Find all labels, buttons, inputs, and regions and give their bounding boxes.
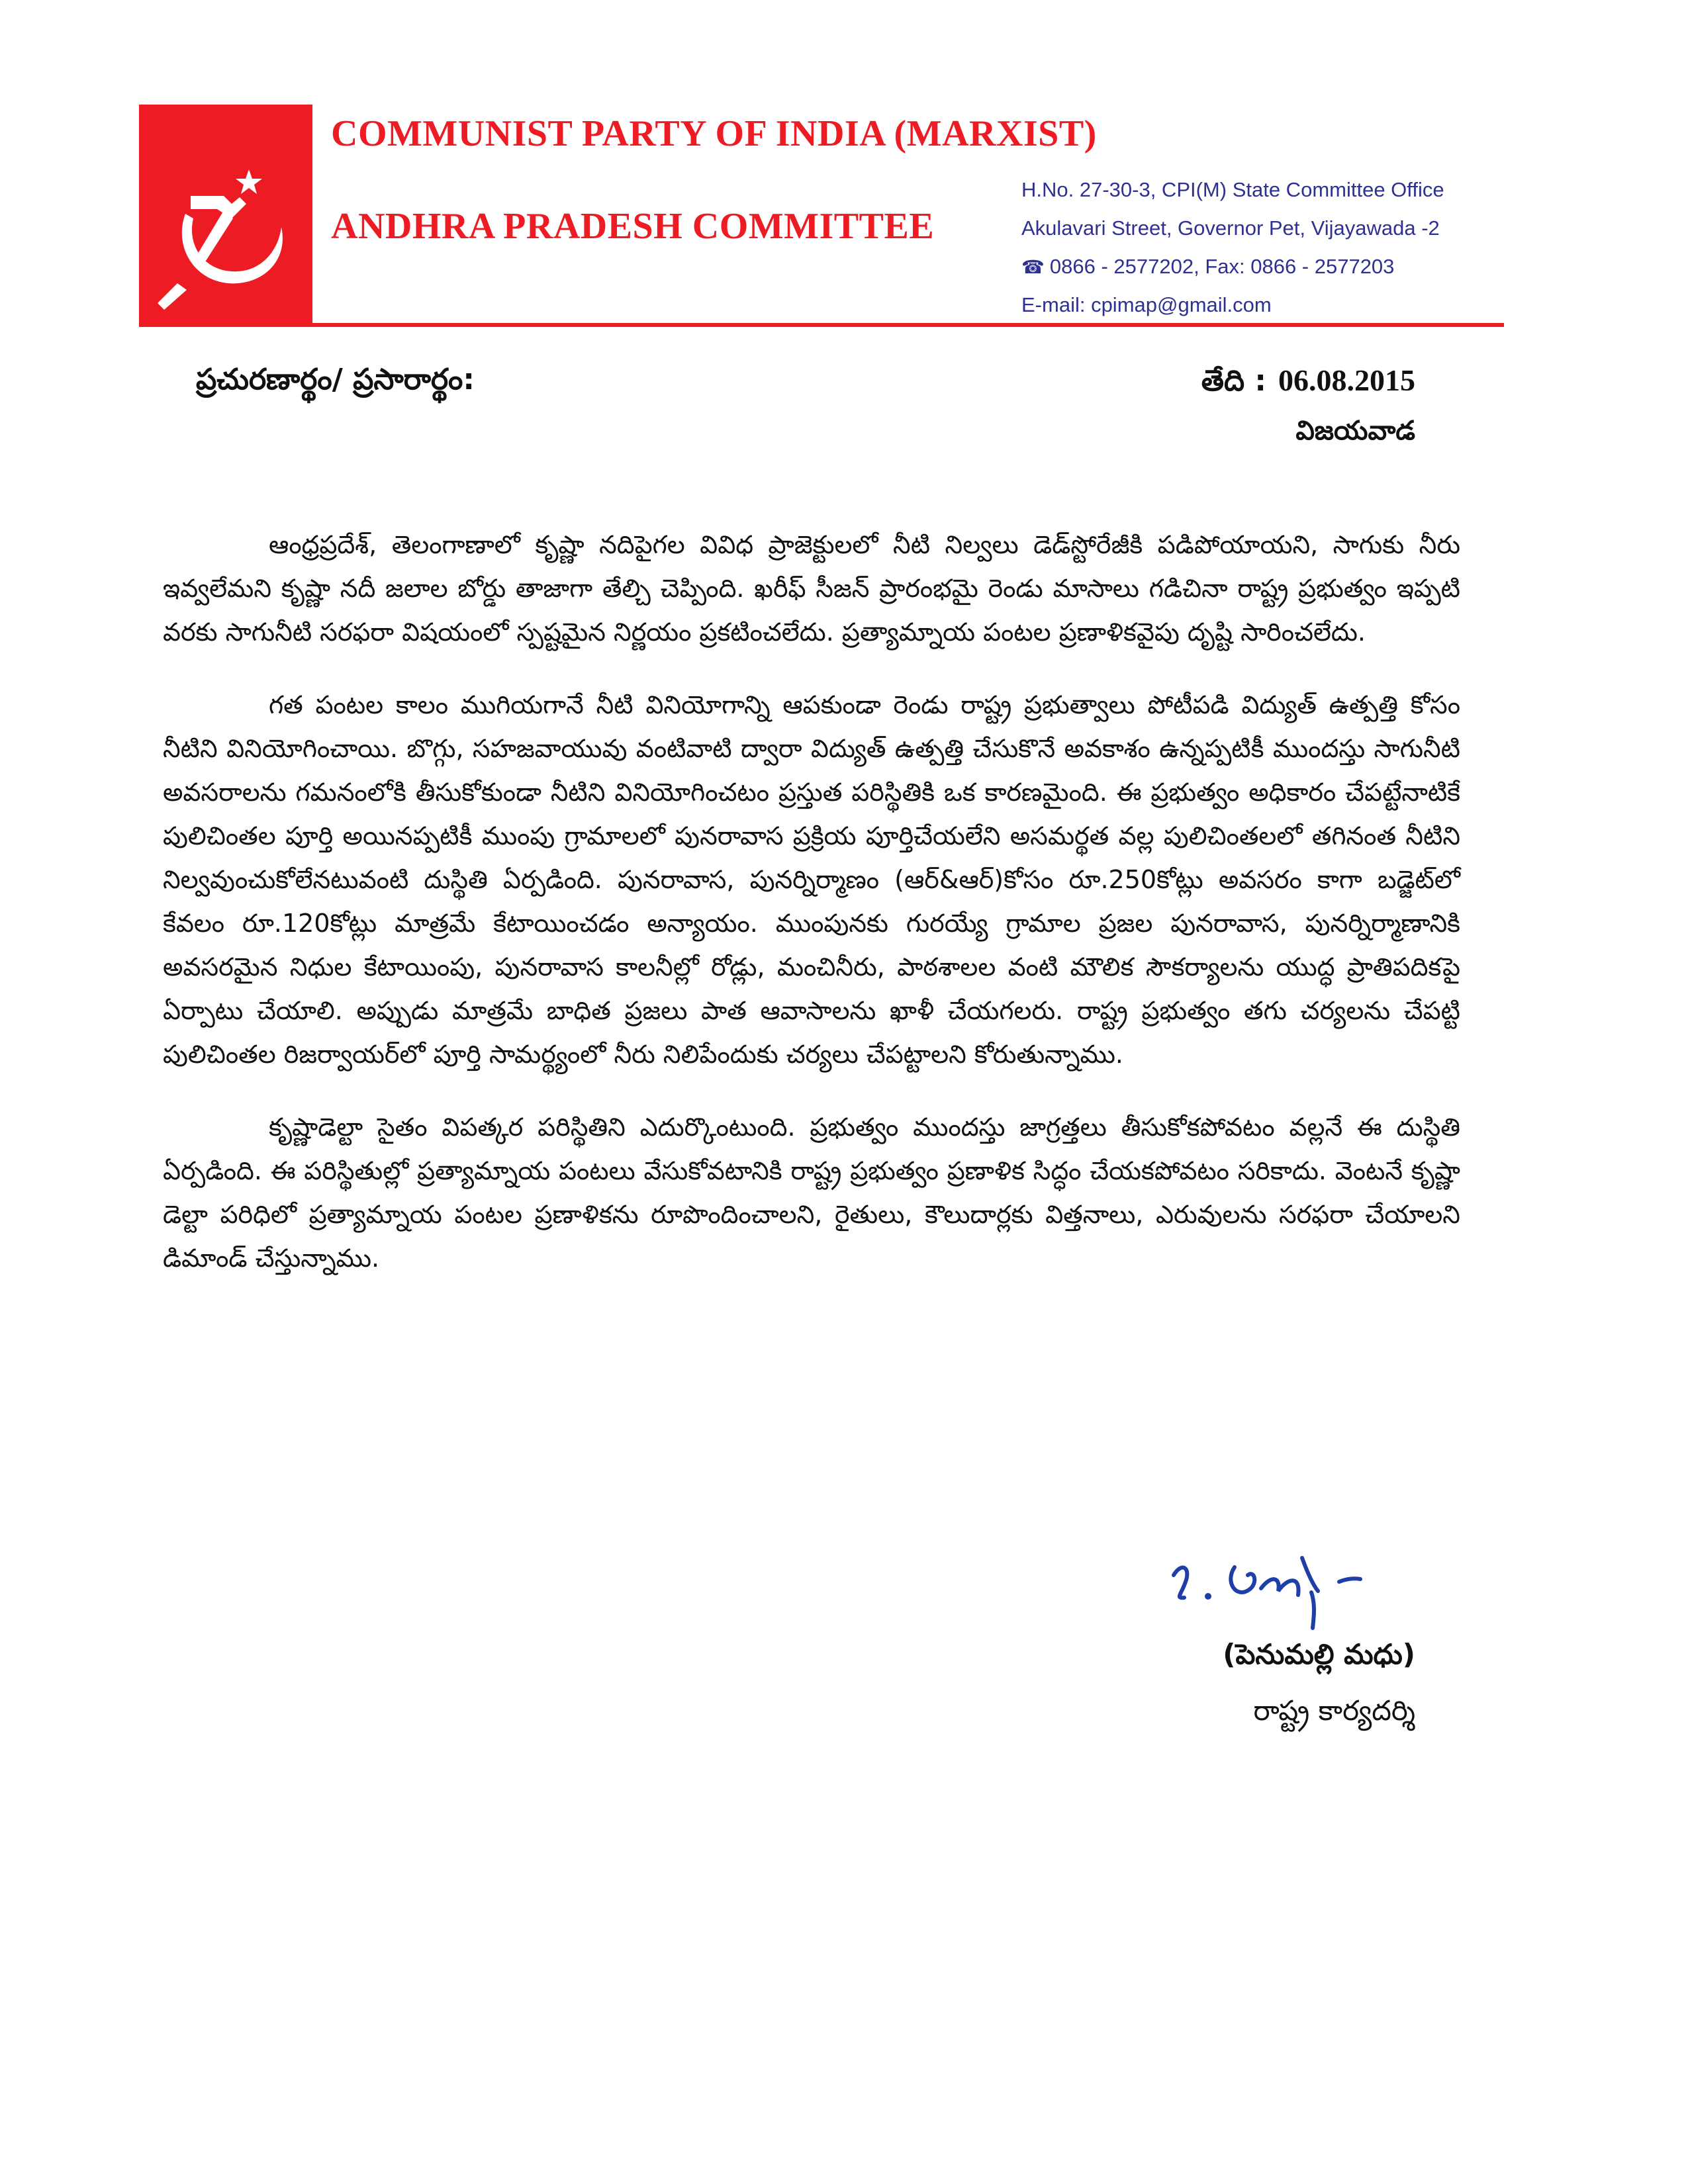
party-logo	[139, 105, 312, 326]
org-name: COMMUNIST PARTY OF INDIA (MARXIST)	[331, 113, 1097, 154]
address-line-2: Akulavari Street, Governor Pet, Vijayawada -2	[1021, 216, 1440, 240]
hammer-sickle-star-icon	[139, 105, 312, 326]
hammer-head-shape	[191, 196, 246, 218]
date-line	[1201, 363, 1415, 405]
contact-block	[1021, 171, 1444, 324]
phone-line	[1021, 248, 1444, 286]
signatory-name: (పెనుమల్లి మధు)	[1223, 1638, 1415, 1670]
date-value: 06.08.2015	[1278, 363, 1415, 397]
letter-body	[163, 523, 1460, 1309]
address-line-1: H.No. 27-30-3, CPI(M) State Committee Office	[1021, 178, 1444, 201]
paragraph-1: ఆంధ్రప్రదేశ్, తెలంగాణాలో కృష్ణా నదిపైగల వివిధ ప్రాజెక్టులలో నీటి నిల్వలు డెడ్‌స్టోరేజీకి పడిపోయాయని, సాగుకు నీరు ఇవ్వలేమని కృష్ణా నదీ జలాల బోర్డు తాజాగా తేల్చి చెప్పింది. ఖరీఫ్ సీజన్ ప్రారంభమై రెండు మాసాలు గడిచినా రాష్ట్ర ప్రభుత్వం ఇప్పటి వరకు సాగునీటి సరఫరా విషయంలో స్పష్టమైన నిర్ణయం ప్రకటించలేదు. ప్రత్యామ్నాయ పంటల ప్రణాళికవైపు దృష్టి సారించలేదు.	[163, 530, 1460, 647]
telephone-icon: ☎	[1021, 257, 1045, 277]
star-shape	[236, 169, 262, 194]
committee-name: ANDHRA PRADESH COMMITTEE	[331, 206, 935, 247]
email-line: E-mail: cpimap@gmail.com	[1021, 293, 1272, 316]
date-label: తేది :	[1201, 364, 1266, 398]
paragraph-3: కృష్ణాడెల్టా సైతం విపత్కర పరిస్థితిని ఎదుర్కొంటుంది. ప్రభుత్వం ముందస్తు జాగ్రత్తలు తీసుకోకపోవటం వల్లనే ఈ దుస్థితి ఏర్పడింది. ఈ పరిస్థితుల్లో ప్రత్యామ్నాయ పంటలు వేసుకోవటానికి రాష్ట్ర ప్రభుత్వం ప్రణాళిక సిద్ధం చేయకపోవటం సరికాదు. వెంటనే కృష్ణా డెల్టా పరిధిలో ప్రత్యామ్నాయ పంటల ప్రణాళికను రూపొందించాలని, రైతులు, కౌలుదార్లకు విత్తనాలు, ఎరువులను సరఫరా చేయాలని డిమాండ్ చేస్తున్నాము.	[163, 1113, 1460, 1273]
press-label: ప్రచురణార్థం/ ప్రసారార్థం:	[196, 363, 475, 396]
sickle-shape	[182, 214, 283, 283]
phone-text: 0866 - 2577202, Fax: 0866 - 2577203	[1049, 255, 1395, 278]
header-divider	[139, 323, 1504, 327]
handwritten-signature	[1162, 1535, 1387, 1641]
signatory-title: రాష్ట్ర కార్యదర్శి	[1253, 1694, 1415, 1727]
hammer-handle-shape	[192, 210, 233, 270]
sickle-handle-shape	[158, 283, 187, 310]
place-name: విజయవాడ	[1295, 416, 1415, 446]
paragraph-2: గత పంటల కాలం ముగియగానే నీటి వినియోగాన్ని ఆపకుండా రెండు రాష్ట్ర ప్రభుత్వాలు పోటీపడి విద్యుత్ ఉత్పత్తి కోసం నీటిని వినియోగించాయి. బొగ్గు, సహజవాయువు వంటివాటి ద్వారా విద్యుత్ ఉత్పత్తి చేసుకొనే అవకాశం ఉన్నప్పటికీ ముందస్తు సాగునీటి అవసరాలను గమనంలోకి తీసుకోకుండా నీటిని వినియోగించటం ప్రస్తుత పరిస్థితికి ఒక కారణమైంది. ఈ ప్రభుత్వం అధికారం చేపట్టేనాటికే పులిచింతల పూర్తి అయినప్పటికీ ముంపు గ్రామాలలో పునరావాస ప్రక్రియ పూర్తిచేయలేని అసమర్థత వల్ల పులిచింతలలో తగినంత నీటిని నిల్వవుంచుకోలేనటువంటి దుస్థితి ఏర్పడింది. పునరావాస, పునర్నిర్మాణం (ఆర్&ఆర్)కోసం రూ.250కోట్లు అవసరం కాగా బడ్జెట్‌లో కేవలం రూ.120కోట్లు మాత్రమే కేటాయించడం అన్యాయం. ముంపునకు గురయ్యే గ్రామాల ప్రజల పునరావాస, పునర్నిర్మాణానికి అవసరమైన నిధుల కేటాయింపు, పునరావాస కాలనీల్లో రోడ్లు, మంచినీరు, పాఠశాలల వంటి మౌలిక సౌకర్యాలను యుద్ధ ప్రాతిపదికపై ఏర్పాటు చేయాలి. అప్పుడు మాత్రమే బాధిత ప్రజలు పాత ఆవాసాలను ఖాళీ చేయగలరు. రాష్ట్ర ప్రభుత్వం తగు చర్యలను చేపట్టి పులిచింతల రిజర్వాయర్‌లో పూర్తి సామర్థ్యంలో నీరు నిలిపేందుకు చర్యలు చేపట్టాలని కోరుతున్నాము.	[163, 690, 1460, 1069]
